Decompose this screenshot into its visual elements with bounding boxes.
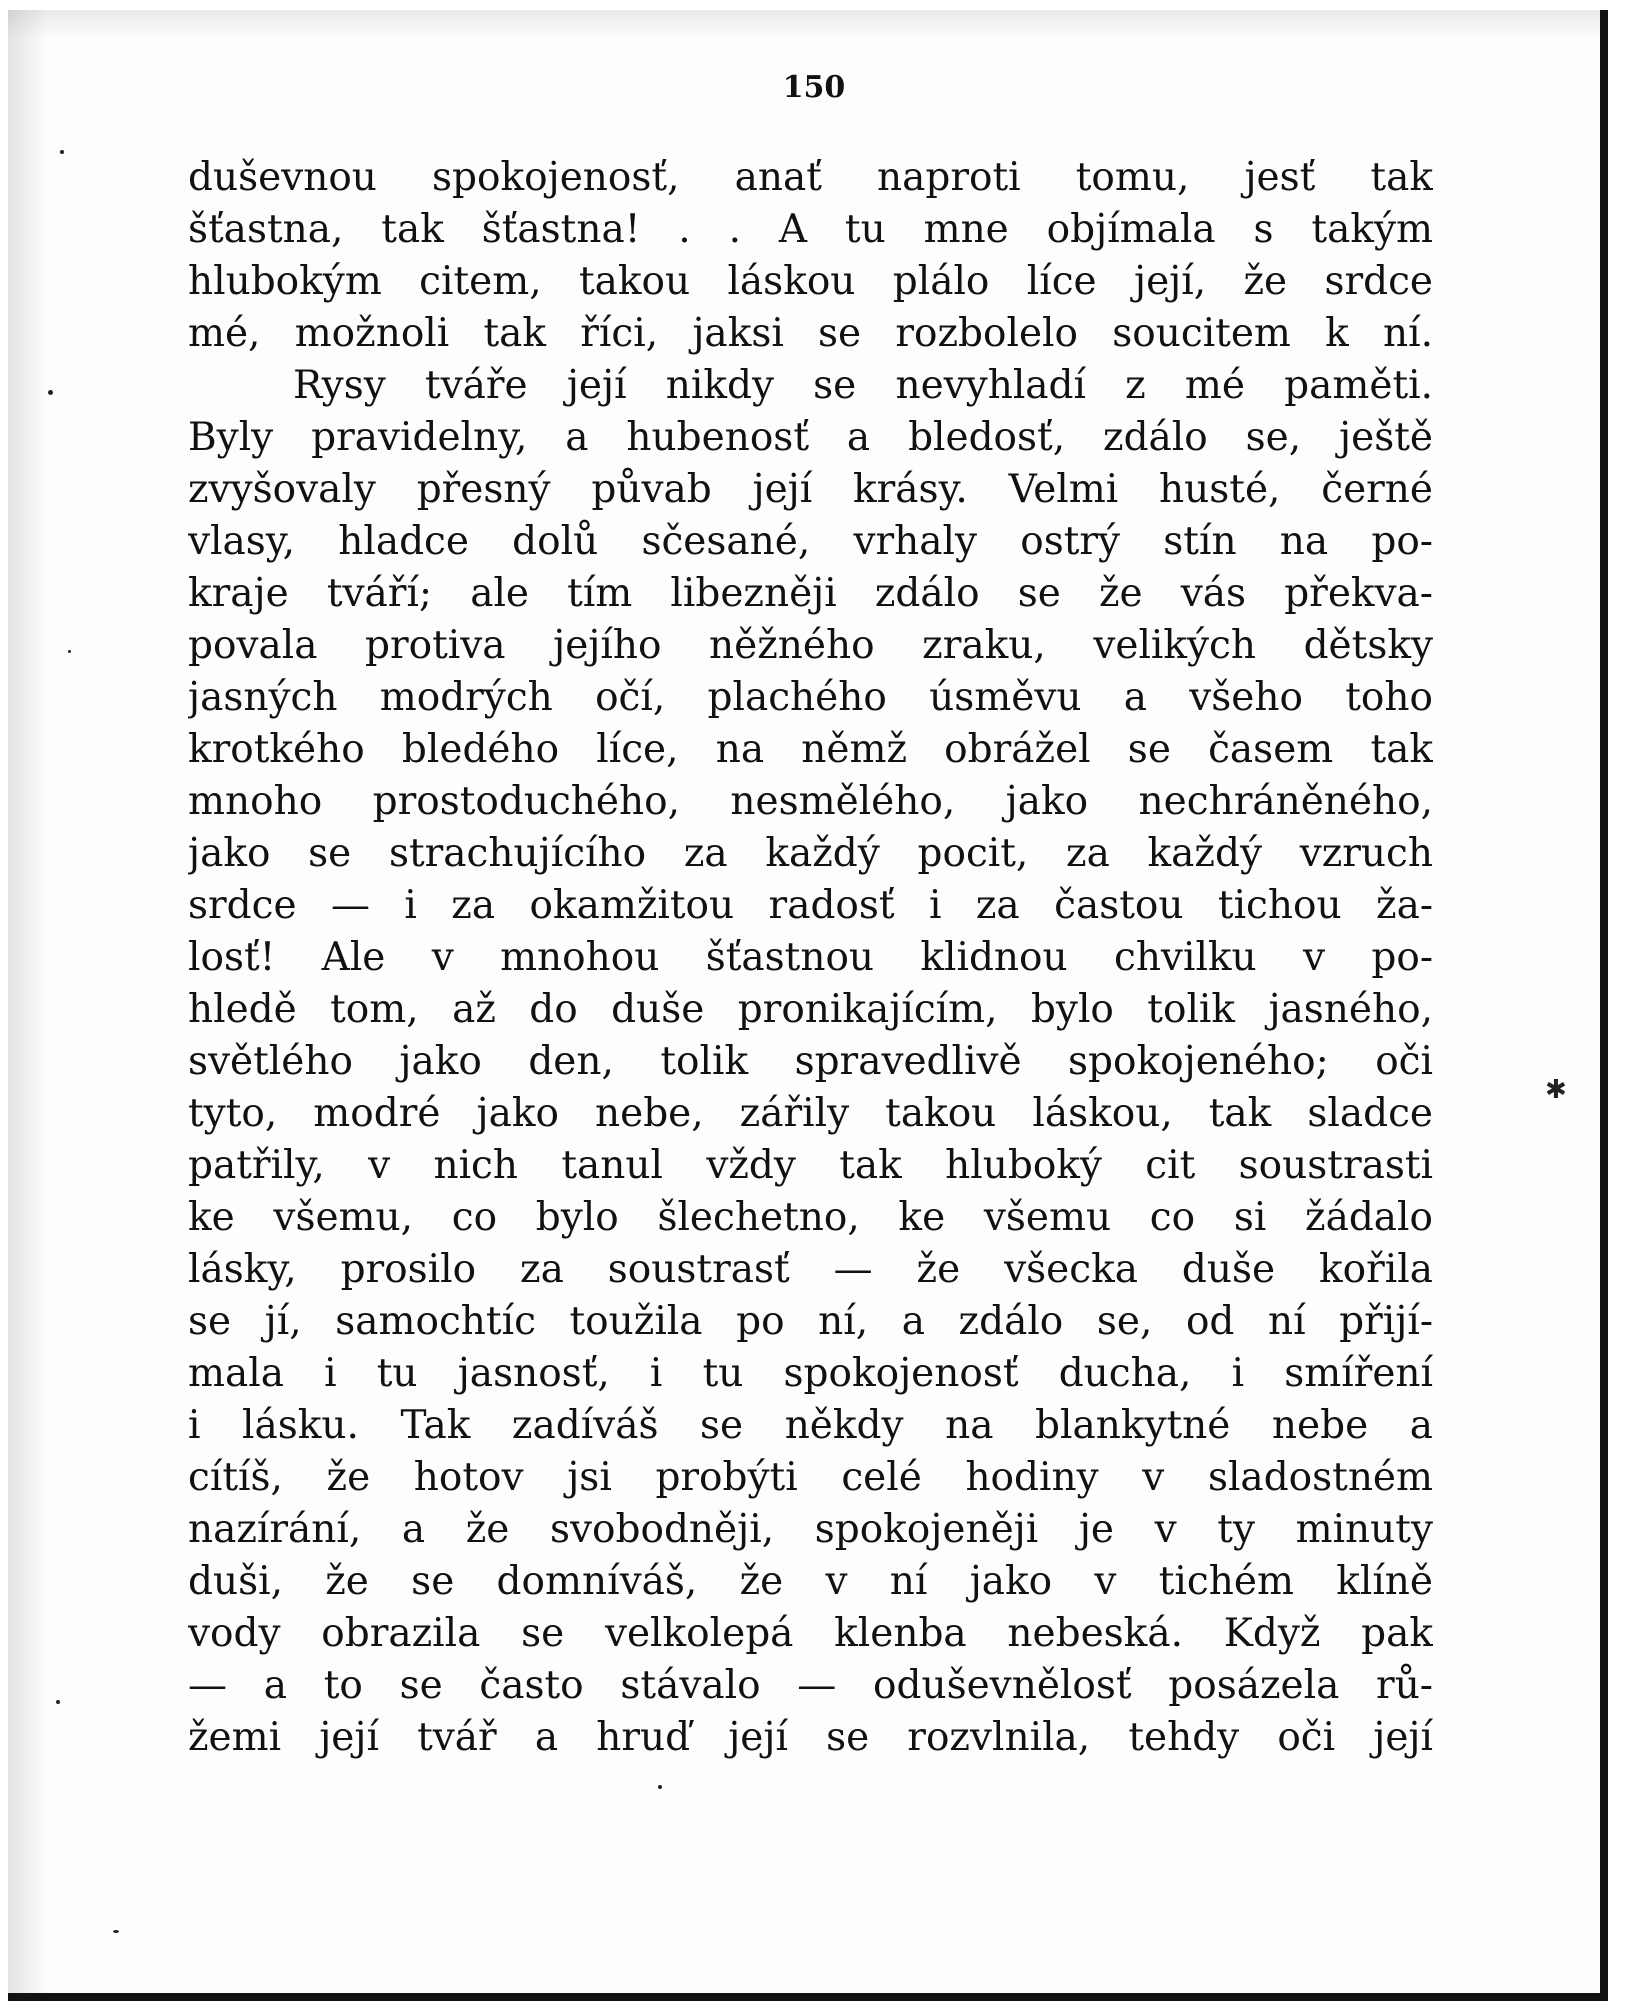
text-line: losť! Ale v mnohou šťastnou klidnou chvilku v po- bbox=[188, 935, 1433, 980]
text-line: žemi její tvář a hruď její se rozvlnila, tehdy oči její bbox=[188, 1715, 1433, 1760]
text-line: jasných modrých očí, plachého úsměvu a všeho toho bbox=[188, 675, 1433, 720]
text-line: hlubokým citem, takou láskou plálo líce její, že srdce bbox=[188, 259, 1433, 304]
text-line: i lásku. Tak zadíváš se někdy na blankytné nebe a bbox=[188, 1403, 1433, 1448]
text-line: ke všemu, co bylo šlechetno, ke všemu co si žádalo bbox=[188, 1195, 1433, 1240]
text-line: hledě tom, až do duše pronikajícím, bylo tolik jasného, bbox=[188, 987, 1433, 1032]
print-speck bbox=[56, 1700, 60, 1704]
text-line: patřily, v nich tanul vždy tak hluboký cit soustrasti bbox=[188, 1143, 1433, 1188]
text-line: mé, možnoli tak říci, jaksi se rozbolelo soucitem k ní. bbox=[188, 311, 1433, 356]
print-speck bbox=[48, 390, 53, 395]
text-line: Rysy tváře její nikdy se nevyhladí z mé paměti. bbox=[293, 363, 1433, 408]
text-line: povala protiva jejího něžného zraku, velikých dětsky bbox=[188, 623, 1433, 668]
body-text bbox=[188, 152, 1433, 1764]
margin-ink-blot: ✱ bbox=[1545, 1075, 1567, 1105]
text-line: kraje tváří; ale tím libezněji zdálo se že vás překva- bbox=[188, 571, 1433, 616]
text-line: mnoho prostoduchého, nesmělého, jako nechráněného, bbox=[188, 779, 1433, 824]
page-edge-shadow-top bbox=[8, 10, 1600, 40]
print-speck bbox=[68, 650, 71, 653]
text-line: jako se strachujícího za každý pocit, za každý vzruch bbox=[188, 831, 1433, 876]
text-line: světlého jako den, tolik spravedlivě spokojeného; oči bbox=[188, 1039, 1433, 1084]
text-line: — a to se často stávalo — oduševnělosť posázela rů- bbox=[188, 1663, 1433, 1708]
page-edge-shadow-left bbox=[8, 10, 48, 1993]
page-number: 150 bbox=[782, 70, 846, 105]
text-line: nazírání, a že svobodněji, spokojeněji je v ty minuty bbox=[188, 1507, 1433, 1552]
text-line: vody obrazila se velkolepá klenba nebeská. Když pak bbox=[188, 1611, 1433, 1656]
text-line: zvyšovaly přesný půvab její krásy. Velmi husté, černé bbox=[188, 467, 1433, 512]
text-line: se jí, samochtíc toužila po ní, a zdálo se, od ní přijí- bbox=[188, 1299, 1433, 1344]
text-line: mala i tu jasnosť, i tu spokojenosť ducha, i smíření bbox=[188, 1351, 1433, 1396]
text-line: srdce — i za okamžitou radosť i za častou tichou ža- bbox=[188, 883, 1433, 928]
text-line: cítíš, že hotov jsi probýti celé hodiny v sladostném bbox=[188, 1455, 1433, 1500]
text-line: krotkého bledého líce, na němž obrážel se časem tak bbox=[188, 727, 1433, 772]
text-line: duši, že se domníváš, že v ní jako v tichém klíně bbox=[188, 1559, 1433, 1604]
text-line: tyto, modré jako nebe, zářily takou láskou, tak sladce bbox=[188, 1091, 1433, 1136]
print-speck bbox=[658, 1785, 662, 1789]
text-line: lásky, prosilo za soustrasť — že všecka duše kořila bbox=[188, 1247, 1433, 1292]
text-line: šťastna, tak šťastna! . . A tu mne objímala s takým bbox=[188, 207, 1433, 252]
text-line: Byly pravidelny, a hubenosť a bledosť, zdálo se, ještě bbox=[188, 415, 1433, 460]
text-line: duševnou spokojenosť, anať naproti tomu, jesť tak bbox=[188, 155, 1433, 200]
print-speck bbox=[113, 1930, 119, 1933]
text-line: vlasy, hladce dolů sčesané, vrhaly ostrý stín na po- bbox=[188, 519, 1433, 564]
print-speck bbox=[60, 150, 64, 154]
